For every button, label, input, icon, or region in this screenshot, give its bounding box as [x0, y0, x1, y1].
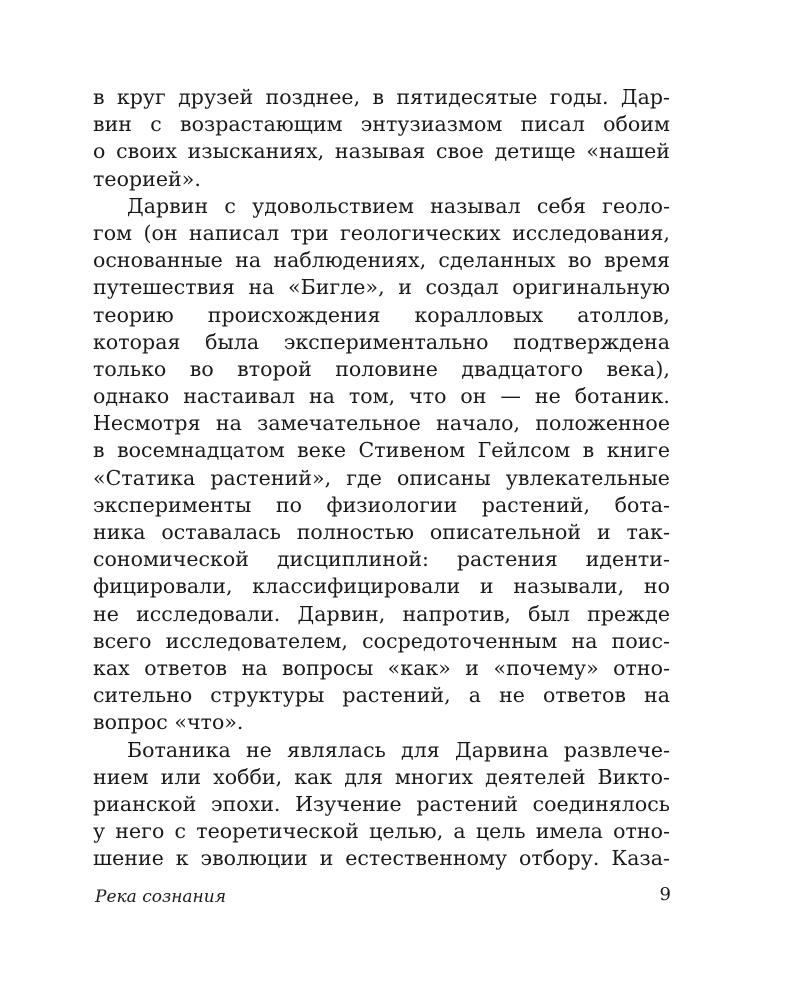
text-line: гом (он написал три геологических исследования,	[93, 220, 670, 245]
text-line: теорию происхождения коралловых атоллов,	[93, 302, 670, 327]
text-line: «Статика растений», где описаны увлекательные	[93, 465, 670, 490]
text-line: рианской эпохи. Изучение растений соединялось	[93, 791, 670, 816]
text-line: сономической дисциплиной: растения иденти-	[93, 547, 670, 572]
text-line: в восемнадцатом веке Стивеном Гейлсом в книге	[93, 438, 670, 463]
text-line: вопрос «что».	[93, 710, 244, 735]
text-line: шение к эволюции и естественному отбору. Каза-	[93, 846, 670, 871]
text-line: Ботаника не являлась для Дарвина развлече-	[127, 737, 670, 762]
text-line: всего исследователем, сосредоточенным на поис-	[93, 628, 670, 653]
text-line: вин с возрастающим энтузиазмом писал обоим	[93, 112, 670, 137]
text-line: сительно структуры растений, а не ответов на	[93, 683, 670, 708]
text-line: у него с теоретической целью, а цель имела отно-	[93, 819, 670, 844]
text-line: ника оставалась полностью описательной и так-	[93, 520, 670, 544]
paragraph-2	[93, 193, 670, 737]
running-title: Река сознания	[95, 887, 226, 907]
page-number: 9	[659, 884, 671, 905]
text-line: однако настаивал на том, что он — не ботаник.	[93, 384, 670, 409]
body-text	[93, 84, 670, 872]
paragraph-3	[93, 737, 670, 873]
text-line: о своих изысканиях, называя свое детище «нашей	[93, 139, 670, 164]
text-line: нием или хобби, как для многих деятелей Викто-	[93, 764, 670, 789]
text-line: Несмотря на замечательное начало, положенное	[93, 411, 670, 436]
text-line: теорией».	[93, 166, 201, 191]
paragraph-1	[93, 84, 670, 193]
text-line: эксперименты по физиологии растений, бота-	[93, 492, 670, 517]
text-line: только во второй половине двадцатого века),	[93, 356, 670, 381]
text-line: не исследовали. Дарвин, напротив, был прежде	[93, 601, 670, 626]
text-line: путешествия на «Бигле», и создал оригинальную	[93, 275, 670, 300]
text-line: фицировали, классифицировали и называли, но	[93, 574, 670, 599]
text-line: основанные на наблюдениях, сделанных во время	[93, 248, 670, 273]
text-line: в круг друзей позднее, в пятидесятые годы. Дар-	[93, 85, 670, 109]
text-line: ках ответов на вопросы «как» и «почему» отно-	[93, 655, 670, 680]
text-line: которая была экспериментально подтверждена	[93, 329, 670, 354]
text-line: Дарвин с удовольствием называл себя геоло-	[127, 193, 670, 218]
